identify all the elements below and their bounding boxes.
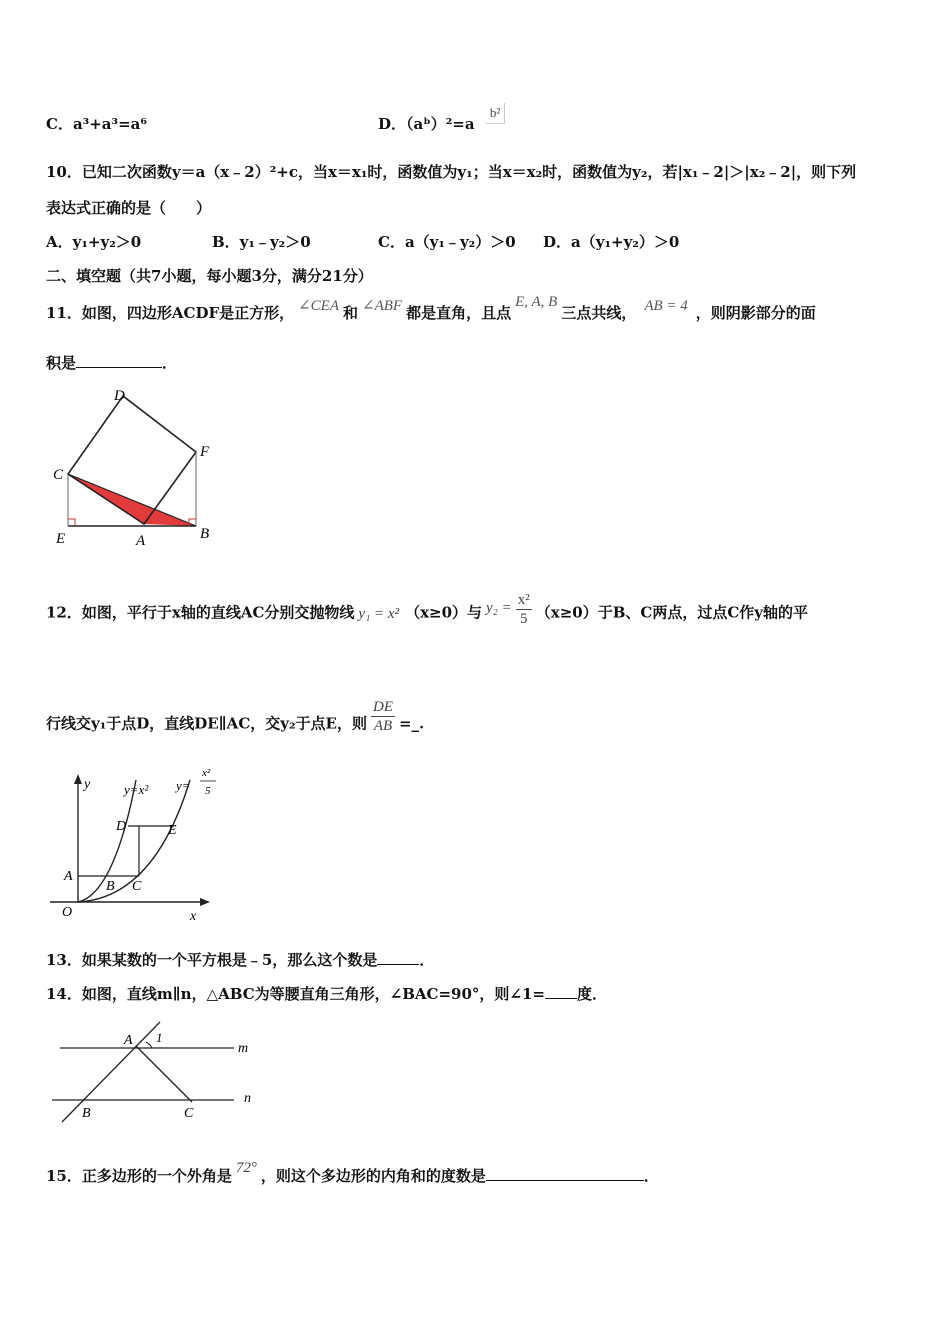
angle-1-arc	[146, 1042, 152, 1048]
q10-option-a: A．y₁+y₂＞0	[46, 233, 142, 251]
option-label: D．	[378, 115, 407, 133]
q12-stem-line1	[46, 592, 808, 632]
text: 行线交y₁于点D，直线DE∥AC，交y₂于点E，则	[46, 714, 367, 733]
label-d: D	[116, 819, 127, 834]
text: 11．如图，四边形ACDF是正方形，	[46, 304, 295, 322]
math-angle-cea: ∠CEA	[298, 298, 340, 314]
label-c: C	[184, 1106, 194, 1121]
label-m: m	[238, 1041, 249, 1056]
text: 15．正多边形的一个外角是	[46, 1167, 232, 1185]
text: 都是直角，且点	[406, 304, 512, 322]
label-b: B	[200, 526, 210, 542]
math-angle-abf: ∠ABF	[362, 298, 403, 314]
label-f: F	[200, 444, 210, 460]
q13-stem	[46, 950, 434, 970]
text: （x≥0）与	[405, 603, 483, 622]
text: ．	[643, 1167, 659, 1185]
q10-option-b: B．y₁﹣y₂＞0	[212, 233, 311, 251]
text: 13．如果某数的一个平方根是﹣5，那么这个数是	[46, 951, 378, 969]
q14-figure	[48, 1020, 268, 1130]
answer-blank	[76, 353, 162, 368]
text: =_.	[398, 714, 425, 733]
text: （x≥0）于B、C两点，过点C作y轴的平	[535, 603, 808, 622]
exponent-image-box: b²	[486, 103, 505, 124]
q10-stem-line2: 表达式正确的是（ ）	[46, 199, 212, 217]
option-expr: a³+a³=a⁶	[72, 115, 147, 133]
text: 三点共线，	[561, 304, 637, 322]
math-y1: y₁ = x²	[358, 605, 400, 622]
q9-option-d	[378, 105, 505, 136]
text: ．	[162, 354, 178, 372]
text: 12．如图，平行于x轴的直线AC分别交抛物线	[46, 603, 355, 622]
label-x: x	[190, 909, 197, 924]
answer-blank	[377, 950, 419, 965]
label-n: n	[244, 1091, 251, 1106]
label-a: A	[124, 1033, 133, 1048]
math-72-degrees: 72°	[235, 1160, 257, 1176]
label-e: E	[168, 823, 177, 838]
denominator: 5	[520, 611, 528, 627]
q11-figure	[44, 382, 224, 552]
math-points: E, A, B	[515, 294, 558, 310]
section-heading: 二、填空题（共7小题，每小题3分，满分21分）	[46, 267, 373, 285]
denominator: AB	[373, 718, 393, 734]
text: ．	[419, 951, 435, 969]
math-y2-fraction	[516, 591, 532, 628]
q11-stem-line1	[46, 294, 816, 324]
label-curve-y2-num: x²	[202, 767, 211, 779]
label-y: y	[84, 777, 91, 792]
math-ab-length: AB = 4	[644, 298, 688, 314]
right-angle-e	[68, 519, 75, 526]
label-c: C	[53, 467, 64, 483]
line-ab	[62, 1022, 160, 1122]
q11-stem-line2	[46, 353, 177, 373]
label-b: B	[82, 1106, 91, 1121]
x-arrow	[200, 898, 210, 906]
label-a: A	[136, 533, 146, 549]
label-curve-y1: y=x²	[124, 782, 149, 797]
label-curve-y2-lhs: y=	[176, 778, 191, 793]
label-e: E	[56, 531, 66, 547]
line-ac	[136, 1046, 192, 1102]
answer-blank	[545, 984, 577, 999]
text: 积是	[46, 354, 77, 372]
text: 14．如图，直线m∥n，△ABC为等腰直角三角形，∠BAC=90°，则∠1=	[46, 985, 546, 1003]
q14-stem	[46, 984, 607, 1004]
q12-stem-line2	[46, 699, 425, 743]
option-label: C．	[46, 115, 73, 133]
text: ，则阴影部分的面	[695, 304, 816, 322]
y-arrow	[74, 774, 82, 784]
label-o: O	[62, 905, 73, 920]
label-curve-y2-den: 5	[205, 785, 211, 797]
label-b: B	[106, 879, 115, 894]
text: 度．	[577, 985, 608, 1003]
option-expr: （aᵇ）²=a	[406, 115, 475, 133]
math-de-over-ab	[371, 698, 395, 735]
segment-cb	[68, 474, 196, 526]
text: 和	[343, 304, 359, 322]
q10-option-d: D．a（y₁+y₂）＞0	[543, 233, 680, 251]
answer-blank	[486, 1166, 644, 1181]
q12-figure	[44, 762, 234, 928]
numerator: DE	[372, 699, 393, 715]
text: ，则这个多边形的内角和的度数是	[260, 1167, 486, 1185]
q9-option-c	[46, 114, 147, 134]
numerator: x²	[517, 592, 530, 608]
q15-stem	[46, 1160, 659, 1187]
q10-option-c: C．a（y₁﹣y₂）＞0	[378, 233, 516, 251]
label-d: D	[114, 388, 125, 404]
q10-stem-line1: 10．已知二次函数y＝a（x﹣2）²+c，当x＝x₁时，函数值为y₁；当x＝x₂时，函数值为y₂，若|x₁﹣2|＞|x₂﹣2|，则下列	[46, 163, 857, 181]
math-y2-lhs: y₂ =	[486, 599, 512, 616]
label-c: C	[132, 879, 142, 894]
label-a: A	[64, 869, 73, 884]
label-angle-1: 1	[156, 1030, 163, 1045]
